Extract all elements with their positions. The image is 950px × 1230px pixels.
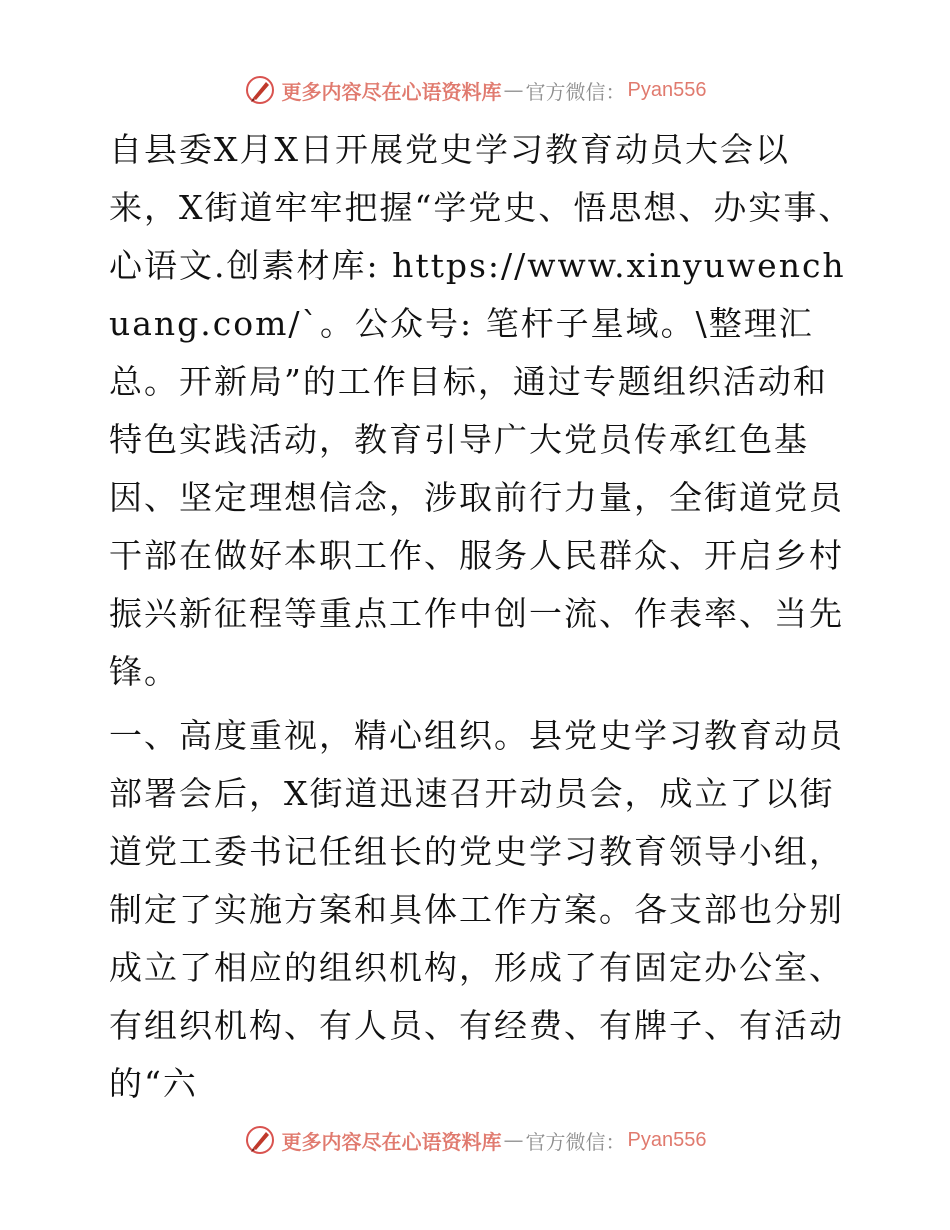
watermark-wechat-id: Pyan556 — [627, 78, 707, 101]
watermark-brand: 更多内容尽在心语资料库 — [281, 79, 502, 104]
watermark-brand: 更多内容尽在心语资料库 — [281, 1129, 502, 1154]
watermark-wechat-id: Pyan556 — [627, 1128, 707, 1151]
paragraph-intro: 自县委X月X日开展党史学习教育动员大会以来，X街道牢牢把握“学党史、悟思想、办实事、心语文.创素材库: https://www.xinyuwenchuang.com/`。公众号: 笔杆子星域。\整理汇总。开新局”的工作目标，通过专题组织活动和特色实践活动，教育引导广大党员传承红色基因、坚定理想信念，涉取前行力量，全街道党员干部在做好本职工作、服务人民群众、开启乡村振兴新征程等重点工作中创一流、作表率、当先锋。 — [109, 130, 854, 691]
watermark-dash: — — [503, 1128, 524, 1152]
watermark-label: 官方微信： — [525, 1129, 626, 1154]
document-body — [97, 121, 857, 1113]
quill-logo-icon — [244, 74, 276, 106]
header-watermark — [0, 70, 950, 110]
watermark-dash: — — [503, 78, 524, 102]
watermark-label: 官方微信： — [525, 79, 626, 104]
paragraph-section-one: 一、高度重视，精心组织。县党史学习教育动员部署会后，X街道迅速召开动员会，成立了以街道党工委书记任组长的党史学习教育领导小组，制定了实施方案和具体工作方案。各支部也分别成立了相应的组织机构，形成了有固定办公室、有组织机构、有人员、有经费、有牌子、有活动的“六 — [109, 716, 844, 1103]
quill-logo-icon — [244, 1124, 276, 1156]
footer-watermark — [0, 1120, 950, 1160]
